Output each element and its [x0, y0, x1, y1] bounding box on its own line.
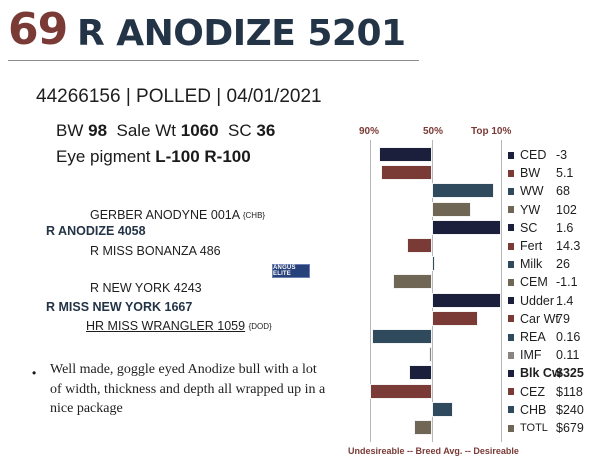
epd-row: [508, 255, 570, 273]
epd-bar-ww: [432, 183, 494, 198]
eye-left-value: L-100: [155, 147, 200, 166]
legend-swatch-icon: [508, 243, 514, 250]
epd-trait: Blk Cw: [520, 366, 562, 381]
pedigree-sire-dam: R MISS BONANZA 486: [90, 244, 221, 258]
legend-swatch-icon: [508, 206, 514, 213]
lot-number: 69: [8, 4, 68, 55]
weights-line: [56, 121, 275, 141]
epd-value: 79: [556, 311, 570, 326]
epd-bar-fert: [407, 238, 432, 253]
pedigree-sire-sire: [90, 208, 265, 223]
epd-bar-bw: [381, 165, 432, 180]
epd-trait: TOTL: [520, 422, 548, 434]
epd-row: [508, 419, 584, 437]
epd-trait: CEM: [520, 275, 548, 290]
epd-bar-yw: [432, 202, 471, 217]
legend-swatch-icon: [508, 315, 514, 322]
legend-swatch-icon: [508, 170, 514, 177]
epd-value: $118: [556, 384, 583, 399]
legend-swatch-icon: [508, 425, 514, 432]
legend-swatch-icon: [508, 388, 514, 395]
epd-row: [508, 273, 578, 291]
bull-name: R ANODIZE 5201: [77, 13, 406, 54]
scale-label-50: 50%: [423, 126, 444, 137]
epd-row: [508, 219, 573, 237]
epd-bar-cem: [393, 274, 432, 289]
epd-row: [508, 346, 579, 364]
pedigree-dam: R MISS NEW YORK 1667: [46, 300, 193, 314]
epd-bar-car-wt: [432, 311, 478, 326]
epd-row: [508, 237, 580, 255]
epd-value: -1.1: [556, 275, 578, 290]
epd-row: [508, 310, 570, 328]
eye-right-value: R-100: [204, 147, 251, 166]
epd-row: [508, 164, 573, 182]
gridline-top10: [501, 140, 502, 442]
epd-bar-sc: [432, 220, 501, 235]
epd-row: [508, 401, 584, 419]
sale-wt-label: Sale Wt: [116, 121, 177, 140]
legend-swatch-icon: [508, 297, 514, 304]
registration-line: 44266156 | POLLED | 04/01/2021: [36, 86, 322, 107]
epd-trait: Fert: [520, 239, 543, 253]
epd-trait: WW: [520, 184, 544, 199]
epd-trait: CEZ: [520, 384, 545, 399]
pedigree-dam-dam: [86, 319, 272, 334]
bw-label: BW: [56, 121, 84, 140]
legend-swatch-icon: [508, 152, 514, 159]
sc-label: SC: [228, 121, 252, 140]
epd-trait: Milk: [520, 257, 543, 272]
legend-swatch-icon: [508, 224, 514, 231]
sc-value: 36: [256, 121, 276, 140]
epd-bar-blk-cw: [409, 365, 432, 380]
pedigree-dam-dam-name: HR MISS WRANGLER 1059: [86, 319, 246, 333]
epd-trait: CED: [520, 148, 547, 162]
legend-swatch-icon: [508, 279, 514, 286]
epd-trait: SC: [520, 220, 538, 235]
epd-value: $325: [556, 366, 584, 381]
sale-wt-value: 1060: [180, 121, 219, 140]
epd-bar-imf: [429, 347, 432, 362]
epd-value: 1.6: [556, 220, 574, 235]
epd-value: $240: [556, 402, 584, 417]
epd-bar-milk: [432, 256, 435, 271]
epd-trait: IMF: [520, 348, 542, 363]
epd-bar-ced: [379, 147, 432, 162]
pedigree-dam-sire: R NEW YORK 4243: [90, 281, 202, 295]
pedigree-sire-sire-tag: {CHB}: [242, 211, 266, 220]
epd-bar-chb: [432, 402, 453, 417]
legend-swatch-icon: [508, 406, 514, 413]
pedigree-sire-sire-name: GERBER ANODYNE 001A: [90, 208, 240, 222]
epd-value: 0.11: [556, 348, 580, 363]
bullet-icon: •: [32, 366, 37, 380]
pedigree-sire: R ANODIZE 4058: [46, 224, 146, 238]
epd-chart: [347, 140, 502, 442]
epd-value: 5.1: [556, 166, 574, 181]
epd-value: 26: [556, 257, 570, 272]
epd-row: [508, 146, 567, 164]
legend-swatch-icon: [508, 261, 514, 268]
epd-bar-rea: [372, 329, 432, 344]
epd-trait: YW: [520, 202, 541, 217]
bw-value: 98: [88, 121, 108, 140]
epd-trait: Car Wt: [520, 311, 559, 326]
epd-value: $679: [556, 421, 584, 435]
epd-trait: REA: [520, 330, 546, 344]
epd-bar-totl: [414, 420, 432, 435]
elite-badge-text: ANGUS ELITE: [273, 265, 296, 277]
chart-footer: Undesireable -- Breed Avg. -- Desireable: [348, 446, 519, 456]
epd-row: [508, 292, 573, 310]
legend-swatch-icon: [508, 370, 514, 377]
scale-label-90: 90%: [359, 126, 380, 137]
eye-pigment-label: Eye pigment: [56, 147, 151, 166]
header-divider: [8, 60, 419, 61]
epd-row: [508, 182, 570, 200]
epd-value: 102: [556, 202, 577, 217]
epd-trait: BW: [520, 166, 541, 181]
epd-bar-cez: [370, 384, 432, 399]
epd-row: [508, 201, 577, 219]
epd-trait: Udder: [520, 293, 555, 308]
comment-text: Well made, goggle eyed Anodize bull with a lot of width, thickness and depth all wrapped up in a nice package: [50, 362, 326, 416]
epd-bar-udder: [432, 293, 501, 308]
epd-value: 68: [556, 184, 570, 199]
epd-row: [508, 364, 584, 382]
legend-swatch-icon: [508, 352, 514, 359]
epd-value: 0.16: [556, 330, 581, 344]
epd-value: 1.4: [556, 293, 574, 308]
scale-label-top10: Top 10%: [471, 126, 512, 137]
epd-value: -3: [556, 148, 568, 162]
legend-swatch-icon: [508, 334, 514, 341]
epd-value: 14.3: [556, 239, 581, 253]
epd-row: [508, 328, 580, 346]
epd-trait: CHB: [520, 402, 547, 417]
eye-pigment-line: [56, 147, 251, 167]
epd-row: [508, 383, 583, 401]
elite-badge-logo: [272, 264, 310, 278]
pedigree-dam-dam-tag: {DOD}: [248, 322, 272, 331]
legend-swatch-icon: [508, 188, 514, 195]
